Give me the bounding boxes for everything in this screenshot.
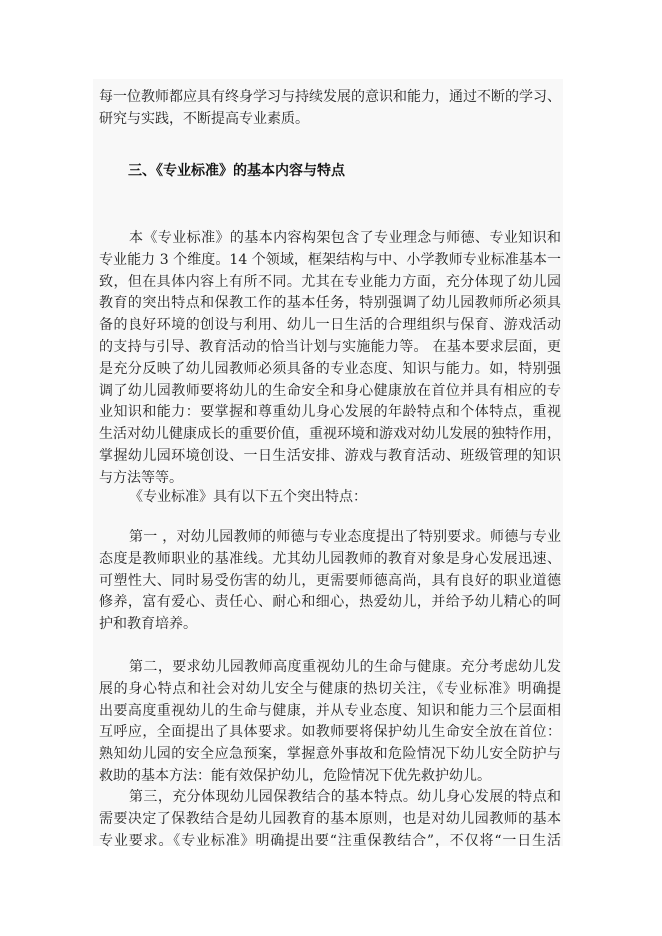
text-line: 业知识和能力：要掌握和尊重幼儿身心发展的年龄特点和个体特点，重视 — [99, 404, 561, 421]
text-line: 本《专业标准》的基本内容构架包含了专业理念与师德、专业知识和 — [129, 230, 561, 246]
text-line: 第三，充分体现幼儿园保教结合的基本特点。幼儿身心发展的特点和 — [129, 789, 561, 805]
text-line: 第一 ，对幼儿园教师的师德与专业态度提出了特别要求。师德与专业 — [129, 529, 561, 545]
text-line: 态度是教师职业的基准线。尤其幼儿园教师的教育对象是身心发展迅速、 — [99, 550, 561, 567]
text-line: 教育的突出特点和保教工作的基本任务，特别强调了幼儿园教师所必须具 — [99, 295, 561, 312]
text-line: 展的身心特点和社会对幼儿安全与健康的热切关注，《专业标准》明确提 — [99, 680, 561, 697]
text-line: 掌握幼儿园环境创设、一日生活安排、游戏与教育活动、班级管理的知识 — [99, 448, 561, 464]
text-line: 救助的基本方法：能有效保护幼儿，危险情况下优先救护幼儿。 — [99, 768, 491, 784]
text-line: 护和教育培养。 — [99, 616, 197, 633]
text-line: 第二，要求幼儿园教师高度重视幼儿的生命与健康。充分考虑幼儿发 — [129, 659, 561, 675]
text-line: 生活对幼儿健康成长的重要价值，重视环境和游戏对幼儿发展的独特作用， — [99, 426, 561, 443]
text-line: 互呼应，全面提出了具体要求。如教师要将保护幼儿生命安全放在首位： — [99, 724, 561, 741]
text-line: 致，但在具体内容上有所不同。尤其在专业能力方面，充分体现了幼儿园 — [99, 273, 561, 290]
text-line: 《专业标准》具有以下五个突出特点： — [129, 489, 367, 505]
text-line: 每一位教师都应具有终身学习与持续发展的意识和能力，通过不断的学习、 — [99, 89, 561, 105]
text-line: 专业要求。《专业标准》明确提出要“注重保教结合”，不仅将“一日生活 — [99, 832, 561, 849]
text-line: 与方法等等。 — [99, 469, 183, 486]
text-line: 出要高度重视幼儿的生命与健康，并从专业态度、知识和能力三个层面相 — [99, 702, 561, 719]
section-heading: 三、《专业标准》的基本内容与特点 — [128, 163, 345, 179]
text-line: 需要决定了保教结合是幼儿园教育的基本原则，也是对幼儿园教师的基本 — [99, 810, 561, 827]
text-line: 可塑性大、同时易受伤害的幼儿，更需要师德高尚，具有良好的职业道德 — [99, 572, 561, 589]
text-line: 是充分反映了幼儿园教师必须具备的专业态度、知识与能力。如，特别强 — [99, 360, 561, 377]
text-line: 的支持与引导、教育活动的恰当计划与实施能力等。 在基本要求层面，更 — [99, 339, 561, 355]
text-line: 专业能力 3 个维度。14 个领域，框架结构与中、小学教师专业标准基本一 — [99, 251, 561, 268]
text-line: 备的良好环境的创设与利用、幼儿一日生活的合理组织与保育、游戏活动 — [99, 317, 561, 334]
text-line: 调了幼儿园教师要将幼儿的生命安全和身心健康放在首位并具有相应的专 — [99, 382, 561, 399]
text-line: 熟知幼儿园的安全应急预案，掌握意外事故和危险情况下幼儿安全防护与 — [99, 746, 561, 763]
text-line: 研究与实践，不断提高专业素质。 — [99, 110, 309, 127]
text-line: 修养，富有爱心、责任心、耐心和细心，热爱幼儿，并给予幼儿精心的呵 — [99, 594, 561, 611]
